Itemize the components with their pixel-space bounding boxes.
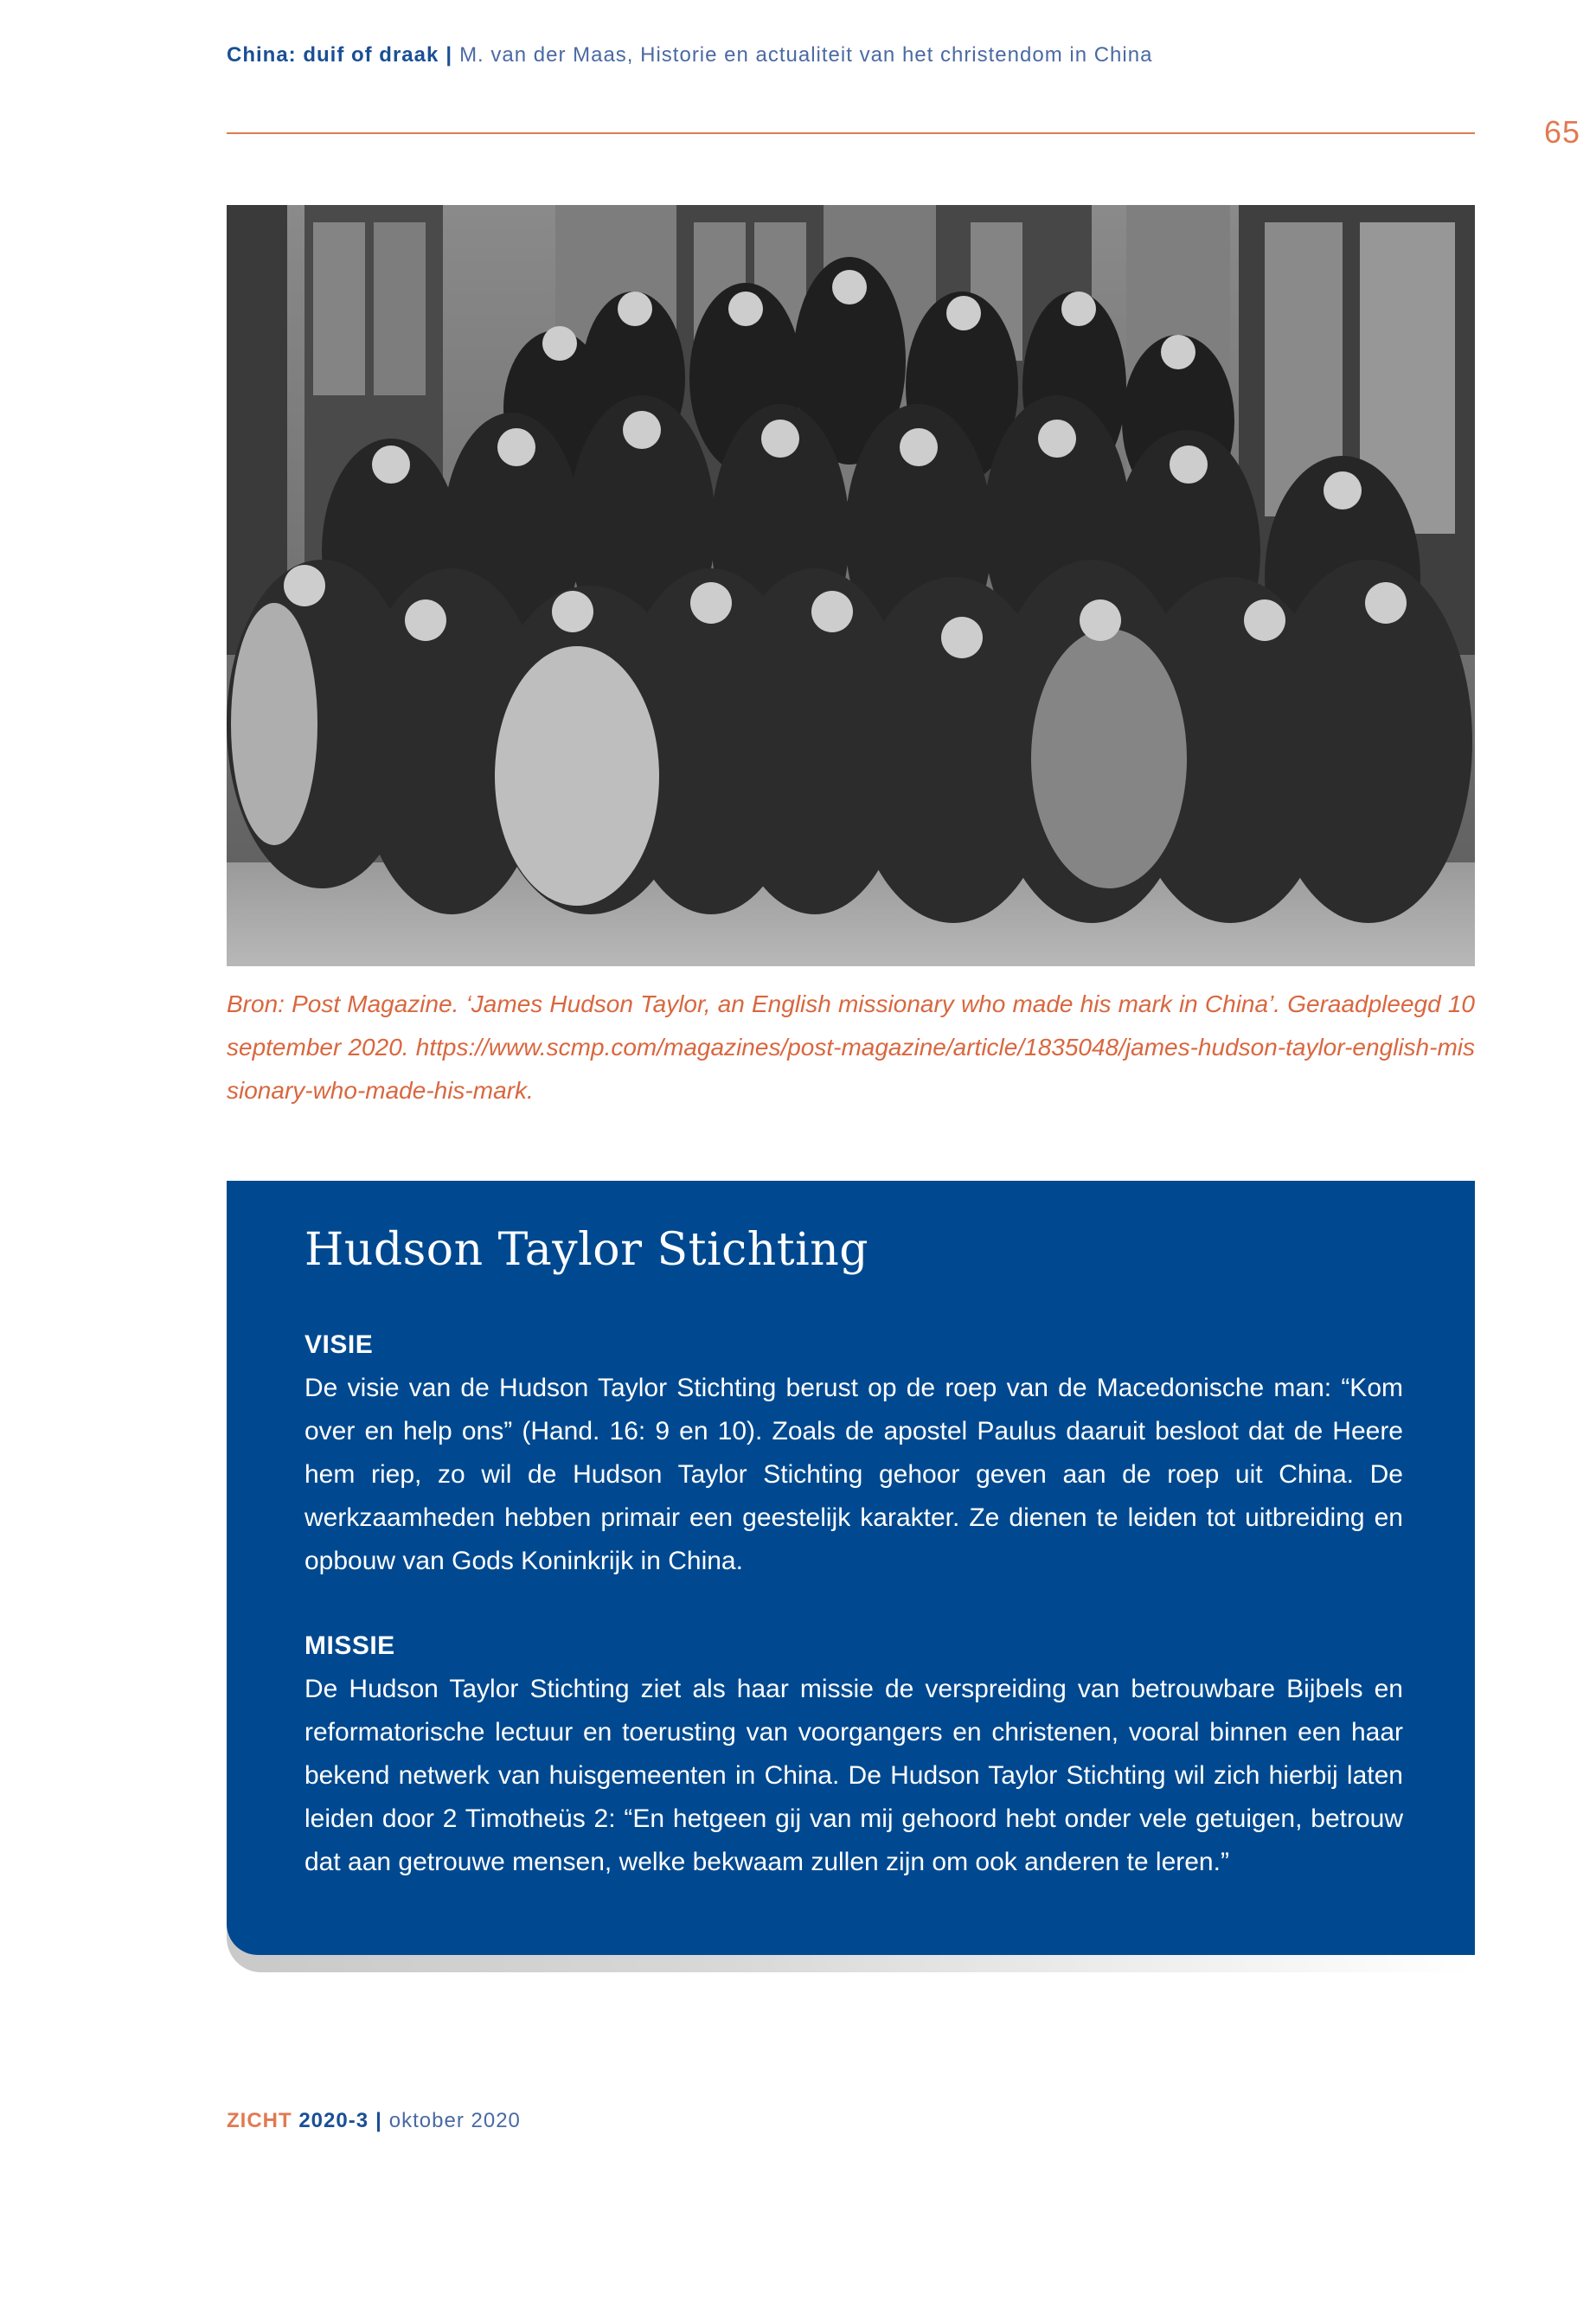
- photo-caption: Bron: Post Magazine. ‘James Hudson Taylor, an English missionary who made his mark in China’. Geraadpleegd 10 september 2020. https://www.scmp.com/magazines/post-magazine/article/1835048/james-hudson-taylor-english-missionary-who-made-his-mark.: [227, 990, 1475, 1104]
- photo-illustration: [227, 205, 1475, 966]
- header-separator: |: [445, 43, 453, 67]
- running-header: [227, 43, 1481, 67]
- footer-brand: ZICHT: [227, 2109, 292, 2132]
- hudson-taylor-info-box: [227, 1181, 1475, 1955]
- visie-heading: VISIE: [304, 1330, 374, 1359]
- journal-title: China: duif of draak: [227, 43, 439, 67]
- visie-section: [304, 1324, 1403, 1583]
- info-box-title: Hudson Taylor Stichting: [304, 1224, 869, 1276]
- footer-date: oktober 2020: [388, 2109, 521, 2132]
- visie-body: De visie van de Hudson Taylor Stichting berust op de roep van de Macedonische man: “Kom over en help ons” (Hand. 16: 9 en 10). Zoals de apostel Paulus daaruit besloot dat de Heere hem riep, zo wil de Hudson Taylor Stichting gehoor geven aan de roep uit China. De werkzaamheden hebben primair een geestelijk karakter. Ze dienen te leiden tot uitbreiding en opbouw van Gods Koninkrijk in China.: [304, 1374, 1403, 1575]
- header-rule: [227, 132, 1475, 134]
- missie-section: [304, 1625, 1403, 1884]
- missie-body: De Hudson Taylor Stichting ziet als haar missie de verspreiding van betrouwbare Bijbels en reformatorische lectuur en toerusting van voorgangers en christenen, vooral binnen een haar bekend netwerk van huisgemeenten in China. De Hudson Taylor Stichting wil zich hierbij laten leiden door 2 Timotheüs 2: “En hetgeen gij van mij gehoord hebt onder vele getuigen, betrouw dat aan getrouwe mensen, welke bekwaam zullen zijn om ook anderen te leren.”: [304, 1675, 1403, 1876]
- group-portrait-photo: [227, 205, 1475, 966]
- missie-heading: MISSIE: [304, 1631, 395, 1660]
- running-footer: [227, 2109, 521, 2133]
- article-reference: M. van der Maas, Historie en actualiteit van het christendom in China: [459, 43, 1153, 67]
- footer-separator: |: [375, 2109, 382, 2132]
- footer-issue: 2020-3: [298, 2109, 369, 2132]
- page-number: 65: [1544, 114, 1581, 150]
